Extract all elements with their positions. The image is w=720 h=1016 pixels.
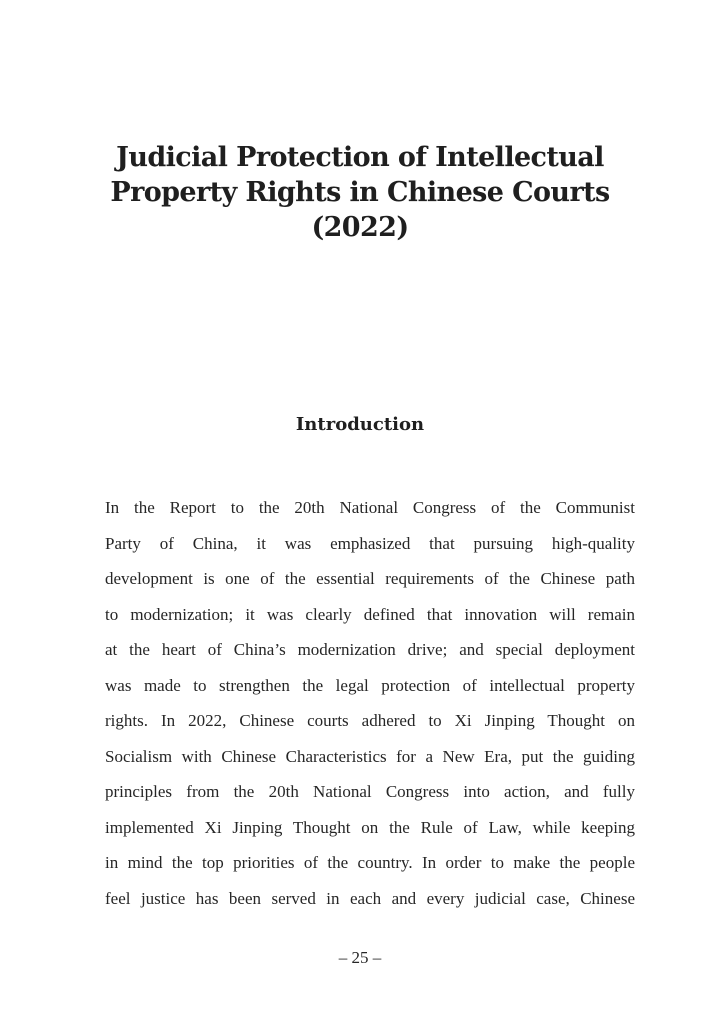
document-title xyxy=(60,140,660,245)
body-line: in mind the top priorities of the country. In order to make the people xyxy=(105,853,635,872)
body-line: Socialism with Chinese Characteristics for a New Era, put the guiding xyxy=(105,746,635,766)
body-line: In the Report to the 20th National Congress of the Communist xyxy=(105,498,635,517)
page-number: – 25 – xyxy=(338,948,382,967)
title-line: Property Rights in Chinese Courts xyxy=(110,177,610,208)
body-line: at the heart of China’s modernization drive; and special deployment xyxy=(105,640,635,659)
body-line: Party of China, it was emphasized that pursuing high-quality xyxy=(105,533,635,553)
body-line: implemented Xi Jinping Thought on the Rule of Law, while keeping xyxy=(105,817,635,837)
title-line: (2022) xyxy=(311,212,409,243)
title-line: Judicial Protection of Intellectual xyxy=(116,142,604,173)
body-line: to modernization; it was clearly defined that innovation will remain xyxy=(105,604,635,624)
section-heading: Introduction xyxy=(295,414,425,435)
body-line: principles from the 20th National Congress into action, and fully xyxy=(105,782,635,801)
body-line: rights. In 2022, Chinese courts adhered to Xi Jinping Thought on xyxy=(105,711,635,730)
body-line: feel justice has been served in each and every judicial case, Chinese xyxy=(105,888,635,908)
body-line: development is one of the essential requirements of the Chinese path xyxy=(105,569,635,588)
body-line: was made to strengthen the legal protection of intellectual property xyxy=(105,675,635,695)
body-paragraph xyxy=(105,490,635,916)
